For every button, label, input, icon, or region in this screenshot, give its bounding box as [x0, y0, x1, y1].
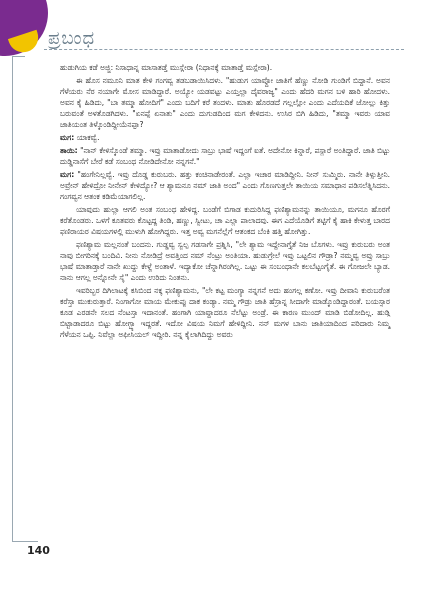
paragraph [60, 285, 390, 340]
paragraph [60, 204, 390, 237]
paragraph-text: ಫಣಿಶ್ಯಾಮ ಮಲ್ಲನಂತೆ ಬಂದನು. ಗುಡ್ಡವ್ವ ಸ್ವಲ್ಪ ಗಡಸಾಗೇ ಪ್ರಶ್ನಿಸಿ, "ಲೇ ಶ್ಯಾಮ ಇದ್ದೇನಾಗ್ತೈತೆ ನಿಜ ಬೊಗಳು. ಇವ್ರು ಕುರುಬರು ಅಂತ ನಾವು ಬೀಗರಿನಕ್ಕೆ ಬಂದಿವಿ. ನೀನು ನೋಡಿದ್ರೆ ಅವತ್ತಿಂದ ನಮ್ ನೆಂಟ್ರು ಅಂತಿಯಾ. ಹುಡುಗ್ರೇಲೆ ಇವ್ರು ಒಟ್ಟಲಿನ ಗೌಡ್ರಾ? ನಮ್ಮವ್ವ ಅವ್ರು ಸಾಬ್ರು ಭಾಷೆ ಮಾತಾಡ್ತಾರೆ ನಾನೇ ಖುದ್ದು ಕೇಳ್ದೆ ಅಂತಾಳೆ. ಇದ್ಯಾಕೋ ಚೆನ್ನಾಗಿರಂಗಿಲ್ಲ. ಒಟ್ಟು ಈ ಸಂಬಂಧಾನೇ ಕಲಬೆಟ್ಟಂಗೈತೆ. ಈ ಗೋಜಲೇ ಬ್ಯಾಡ. ನಾನು ಆಗಲ್ಲ ಅನ್ನೋನೇ ಸೈ" ಎಂದು ಉರಿದು ನಿಂತನು. [60, 240, 390, 282]
paragraph [60, 75, 390, 130]
speaker-label: ಮಗ: [60, 170, 75, 179]
section-title: ಪ್ರಬಂಧ [48, 28, 96, 49]
page-number: 140 [27, 544, 50, 557]
dialogue-line [60, 132, 390, 143]
paragraph [60, 239, 390, 283]
paragraph-text: ಈ ಹೊಸ ನಮೂನಿ ಮಾತ ಕೇಳಿ ಗಂಗವ್ವ ತಡಬಡಾಯಿಸಿದಳು. "ಹುಡುಗ ಯಾವ್ದೋ ಜಾತಿಗೆ ಹೆಣ್ಣು ನೋಡಿ ಗುಂಡಿಗೆ ಬಿದ್ದಾನೆ. ಅವನ ಗೆಳೆಯರು ನೆರ ನಯಾಗೇ ಮೋಸ ಮಾಡಿದ್ದಾರೆ. ಅಯ್ಯೋ ಯಡವಟ್ಟು ಎಯ್ತಲ್ಲಾ ದೈವರಾಜ್ಯ" ಎಂದು ಹೆದರಿ ಮಗನ ಬಳಿ ಹಾರಿ ಹೋದಳು. ಅವನ ಕೈ ಹಿಡಿದು, "ಬಾ ತಮ್ಮಾ ಹೋದಿಗೆ" ಎಂದು ಬದಿಗೆ ಕರೆ ತಂದಳು. ಮಾತು ಹೊರಡದೆ ಗಲ್ಲಲ್ಲೋ ಎಂದು ಎದೆಯದಿಕೆ ಜೋಲ್ಲು ಕಿತ್ತು ಬರುವಂತೆ ಅಳತೊಡಗಿದಳು. "ಏನಪ್ಪೆ ಏನಾತು" ಎಂದು ದುಗುಡದಿಂದ ಮಗ ಕೇಳಿದನು. ಉಸಿರ ಬಿಗಿ ಹಿಡಿದು, "ತಮ್ಮಾ ಇವರು ಯಾವ ಜಾತಿಯಂತ ತಿಳ್ಕೊಂಡಿದ್ದೀಯೆನಪ್ಪಾ? [60, 76, 390, 129]
paragraph-text: ಹುಡುಗಿಯ ಕಡೆ ಅಜ್ಜಿ: ನಿಸಾಧಾನ್ನ ಮಾಸಾತಡ್ತೆ ಮುಸ್ಲೇರಾ (ನಿಧಾನಕ್ಕೆ ಮಾತಾಡ್ತೆ ಮಸ್ಲೇರಾ). [60, 63, 273, 72]
dialogue-text: "ನಾನ್ ಕೇಳಿಸ್ಕೊಂಡೆ ತಮ್ಮಾ. ಇವ್ರು ಮಾತಾಡೋದು ಸಾಬ್ರು ಭಾಷೆ ಇದ್ದಂಗೆ ಐತೆ. ಅದೇನೋ ಕಿನ್ನಾರೆ, ಪಸ್ಲಾರೆ ಅಂತಿದ್ದಾರೆ. ಜಾತಿ ಬಿಟ್ಟು ದುಡ್ಡಿನಾಸೆಗೆ ಬೇರೆ ಕಡೆ ಸಂಬಂಧ ನೋಡಿದೇನೋ ನನ್ನಗನೆ." [60, 146, 390, 166]
dialogue-line [60, 145, 390, 167]
page-frame-left [12, 56, 25, 542]
dialogue-text: ಯಾಕವ್ವೆ. [76, 133, 100, 142]
speaker-label: ತಾಯಿ: [60, 146, 78, 155]
speaker-label: ಮಗ: [60, 133, 75, 142]
page-frame-bottom [12, 541, 38, 542]
paragraph-text: ಯಾವುದು ಹುಲ್ಲಾ ಆಗಲಿ ಅಂತ ಸಂಬಂಧ ಹೇಳಿದ್ದ. ಬಂಡೆಗೆ ಬಿಗಾಡ ಕುದುರಿಸಿದ್ದ ಫಣಿಶ್ಯಾಮನನ್ನು ತಾಯಿಯೂ, ಮಗನೂ ಹೊರಗೆ ಕರೆತೊಂಡರು. ಒಳಗೆ ಕೂತವರು ಕೊಟ್ಟದ್ದ ತಿಂಡಿ, ಹಣ್ಣು, ಸ್ವೀಟು, ಚಾ ಎಲ್ಲಾ ಪಾಲಾದವು. ಈಗ ಎದೆಯೊಡಿಗೆ ತಟ್ಟಿಗೆ ಕೈ ಹಾಕಿ ಕೇಳುತ್ತ ಬಾರದ ಫಣಿರಾಯರ ವಿಷಯಗಳಲ್ಲಿ ಮುಳುಗಿ ಹೋಗಿದ್ದರು. ಇತ್ತ ಅವ್ವ ಮಗನೆಲ್ಲೆಗೆ ಆತಂಕದ ಬೆಂಕಿ ಹತ್ತಿ ಹೋಗಿತ್ತು. [60, 205, 390, 236]
dialogue-text: "ಹಂಗೇನಿಲ್ಲವ್ವೆ. ಇವ್ರು ದೊಡ್ಡ ಕುರುಬರು. ಹತ್ತು ಕಂಚಿನಾಡೇರಂತೆ. ಎಲ್ಲಾ ಇಚಾರ ಮಾಡಿದ್ದೀನಿ. ನೀನ್ ಸುಮ್ಮಿರು. ನಾನೇ ತಿಳ್ಸುತ್ತೀನಿ. ಅವ್ರೇನ್ ಹೇಳಿದ್ರೋ ನೀನೇನ್ ಕೇಳಿದ್ಯೋ? ಆ ಶ್ಯಾಮನೂ ನಮ್ ಜಾತಿ ಅಂದ" ಎಂದು ಗೊಣಗುತ್ತಲೇ ತಾಯಿಯ ಸಮಾಧಾನ ಪಡಿಸಲೆತ್ನಿಸಿದನು. ಗಂಗವ್ವನ ಆತಂಕ ಕಡಿಮೆಯಾಗಲಿಲ್ಲ. [60, 170, 390, 201]
paragraph-text: ಇವರಿಬ್ಬರ ದಿಗಿಲಾಟಕ್ಕೆ ಕಸಿಬಿಂದ ನಕ್ಕ ಫಣಿಶ್ಯಾಮನು, "ಲೇ ಕಟ್ಟ ಮಂಗ್ಯಾ ನನ್ನಗನೆ ಅದು ಹಂಗಲ್ಲ ಕಣೋ. ಇವ್ರು ದೀವಾನಿ ಕುರುಬರೆಂತ ಕರೆಸ್ತಾ ಮುಕುರುತ್ತಾರೆ. ನಿಂಗಾಗೋ ಮಾಯ ಮೇಕುಪ್ಪು ದಾಕ ಕಂಡ್ಯಾ. ನಮ್ಮ ಗೌಡ್ರು ಜಾತಿ ಹೆಸ್ರಾನ್ನ ಸೀದಾಗೇ ಮಾಡ್ಕೊಂಡಿದ್ದಾರಂತೆ. ಬಯಸ್ಸಾರ ಕೂಡ ಎರಡನೇ ಸಲದ ನೆಂಟಸ್ತಾ ಇದಾನಂತೆ. ಹಂಗಾಗಿ ಯಾವ್ದಾದರೂ ನೆಲೆಟ್ಟು ಅಂಡ್ರೆ. ಈ ಕಾರಣ ಮುಂದ್ ಮಾಡಿ ಬಿಡೋದಿಲ್ಲ. ಹುಡ್ಗಿ ಬಿಟ್ಟಾಡಾದರೂ ಬಿಟ್ಟು ಹೋಗ್ಬ್ಯಾ ಇದ್ದರತೆ. ಇದೋ ವಿಷಯ ನಿಮಗೆ ಹೇಳಿದ್ದೀನಿ. ನನ್ ಮಗಳ ಬಾನು ಜಾತಿಯಾದಿಂದ ಪರಿದಾರು ನಿಮ್ಮ ಗೆಳೆಯನ ಒಪ್ಪಿ. ನಿವೆಲ್ಲಾ ಅಫೀಸಿಯಲ್ ಇದ್ದೀರಿ. ನನ್ನ ಕೈಲಾಗಿದಿದ್ದು ಅವರು [60, 286, 390, 339]
body-text [60, 62, 390, 342]
dialogue-line [60, 169, 390, 202]
header-divider [44, 49, 404, 50]
paragraph [60, 62, 390, 73]
